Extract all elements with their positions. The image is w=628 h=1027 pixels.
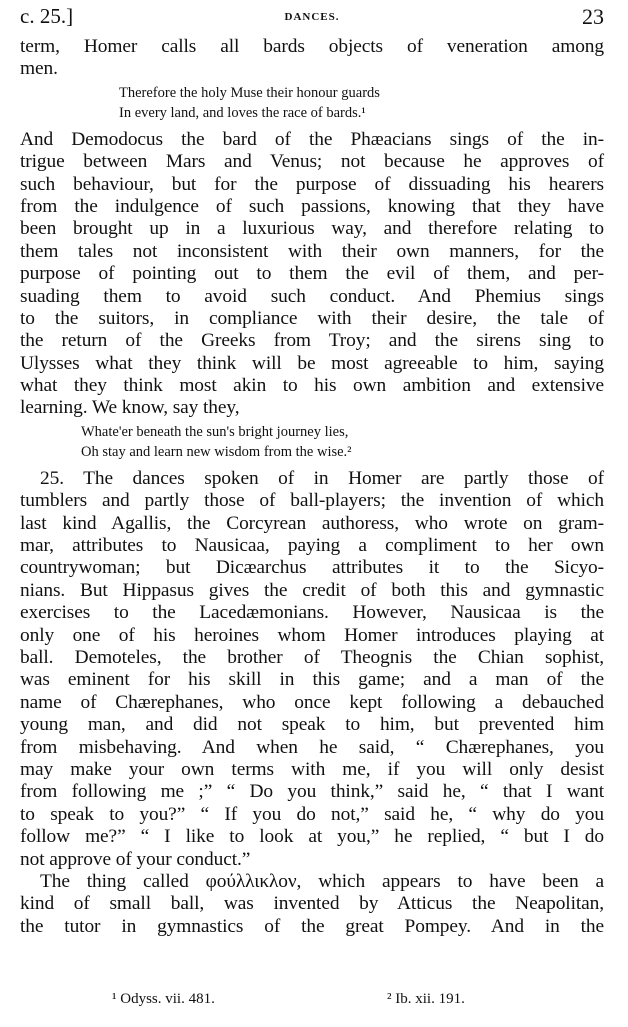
- text-line: exercises to the Lacedæmonians. However, Nausicaa is the: [20, 602, 604, 624]
- text-line: such behaviour, but for the purpose of dissuading his hearers: [20, 173, 604, 195]
- text-line: Ulysses what they think will be most agreeable to him, saying: [20, 352, 604, 374]
- text-line: may make your own terms with me, if you will only desist: [20, 758, 604, 780]
- text-line: what they think most akin to his own ambition and extensive: [20, 375, 604, 397]
- text-line: term, Homer calls all bards objects of veneration among: [20, 36, 604, 57]
- text-line: to speak to you?” “ If you do not,” said he, “ why do you: [20, 803, 604, 825]
- text-line: been brought up in a luxurious way, and therefore relating to: [20, 218, 604, 240]
- text-line: from misbehaving. And when he said, “ Chærephanes, you: [20, 736, 604, 758]
- text-line: learning. We know, say they,: [20, 397, 240, 419]
- verse-line: In every land, and loves the race of bards.¹: [119, 104, 366, 121]
- verse-line: Whate'er beneath the sun's bright journey lies,: [81, 423, 349, 440]
- chapter-ref: c. 25.]: [20, 4, 74, 28]
- text-line: the tutor in gymnastics of the great Pompey. And in the: [20, 915, 604, 937]
- text-line: tumblers and partly those of ball-players; the invention of which: [20, 490, 604, 512]
- text-line: was eminent for his skill in this game; and a man of the: [20, 669, 604, 691]
- paragraph: [20, 871, 604, 938]
- verse-quote: [81, 422, 604, 462]
- text-line: the return of the Greeks from Troy; and the sirens sing to: [20, 330, 604, 352]
- text-line: mar, attributes to Nausicaa, paying a compliment to her own: [20, 535, 604, 557]
- page-body: [20, 36, 604, 938]
- text-line: countrywoman; but Dicæarchus attributes it to the Sicyo-: [20, 557, 604, 579]
- footnote-1: ¹ Odyss. vii. 481.: [112, 991, 215, 1007]
- text-line: 25. The dances spoken of in Homer are partly those of: [40, 467, 604, 489]
- text-line: from following me ;” “ Do you think,” said he, “ that I want: [20, 781, 604, 803]
- text-line: follow me?” “ I like to look at you,” he replied, “ but I do: [20, 826, 604, 848]
- page-number: 23: [582, 4, 604, 29]
- text-line: men.: [20, 58, 58, 80]
- verse-quote: [119, 83, 604, 123]
- text-line: suading them to avoid such conduct. And Phemius sings: [20, 285, 604, 307]
- text-line: trigue between Mars and Venus; not because he approves of: [20, 151, 604, 173]
- text-line: name of Chærephanes, who once kept following a debauched: [20, 691, 604, 713]
- text-line: purpose of pointing out to them the evil of them, and per-: [20, 263, 604, 285]
- verse-line: Oh stay and learn new wisdom from the wise.²: [81, 443, 352, 460]
- text-line: from the indulgence of such passions, knowing that they have: [20, 195, 604, 217]
- running-header: [20, 4, 604, 30]
- section-25-paragraph: [20, 468, 604, 871]
- text-line: And Demodocus the bard of the Phæacians sings of the in-: [20, 128, 604, 150]
- running-title: DANCES.: [284, 11, 340, 23]
- verse-line: Therefore the holy Muse their honour guards: [119, 84, 380, 101]
- text-line: ball. Demoteles, the brother of Theognis the Chian sophist,: [20, 646, 604, 668]
- paragraph: [20, 36, 604, 81]
- footnote-2: ² Ib. xii. 191.: [387, 991, 465, 1007]
- text-line: them tales not inconsistent with their own manners, for the: [20, 240, 604, 262]
- text-line: young man, and did not speak to him, but prevented him: [20, 714, 604, 736]
- text-line: kind of small ball, was invented by Atticus the Neapolitan,: [20, 893, 604, 915]
- paragraph: [20, 129, 604, 420]
- text-line: last kind Agallis, the Corcyrean authoress, who wrote on gram-: [20, 512, 604, 534]
- text-line: to the suitors, in compliance with their desire, the tale of: [20, 307, 604, 329]
- text-line: The thing called φούλλικλον, which appears to have been a: [40, 870, 604, 892]
- text-line: nians. But Hippasus gives the credit of both this and gymnastic: [20, 579, 604, 601]
- text-line: not approve of your conduct.”: [20, 848, 251, 870]
- text-line: only one of his heroines whom Homer introduces playing at: [20, 624, 604, 646]
